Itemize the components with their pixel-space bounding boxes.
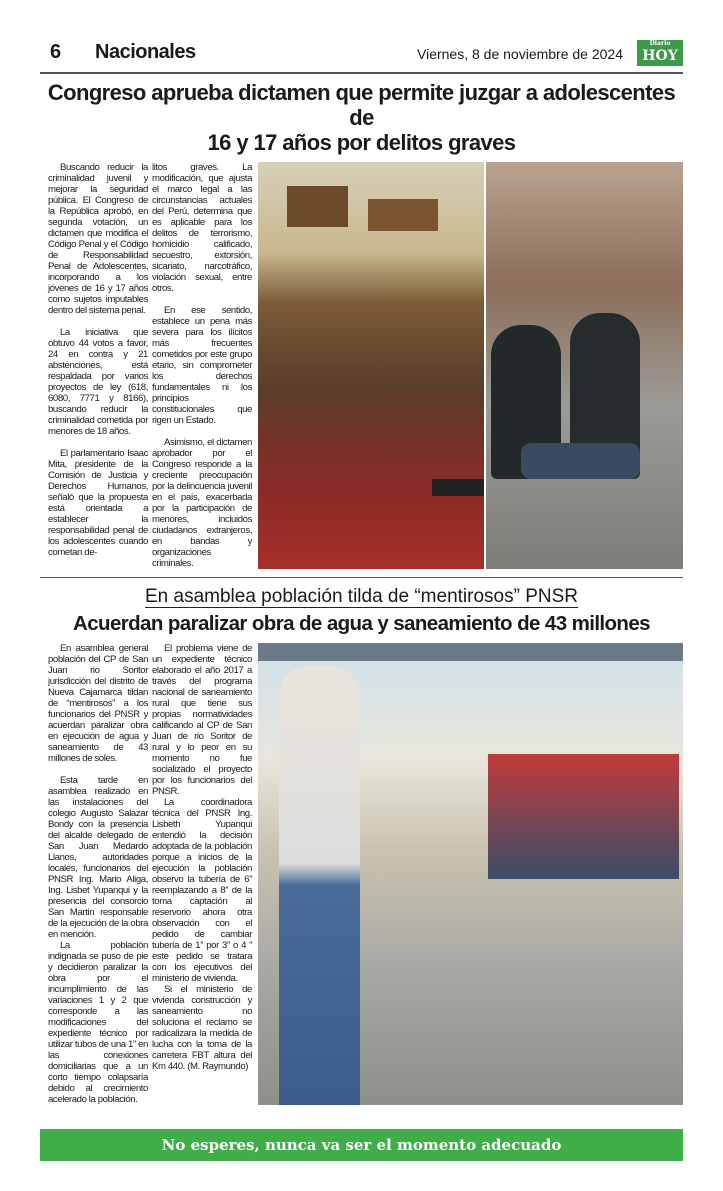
kicker-text: En asamblea población tilda de “mentirosos” PNSR bbox=[145, 586, 578, 607]
article1-headline bbox=[40, 80, 683, 155]
article2-body bbox=[40, 643, 683, 1105]
roof bbox=[258, 643, 683, 661]
logo-big: HOY bbox=[642, 48, 678, 64]
paragraph: En ese sentido, establece un pena más severa para los ilícitos más frecuentes cometidos por este grupo etario, sin comprometer los derechos fundamentales ni los principios constitucionales que rigen un Estado. bbox=[152, 305, 252, 426]
paragraph: La coordinadora técnica del PNSR Ing. Lisbeth Yupanqui entendió la decisión adoptada de la población porque a inicios de la ejecución la población observo la tubería de 6” reemplazando a 8” de la toma captación al reservorio ahora otra observación con el pedido de cambiar tubería de 1” por 3” o 4 ” este pedido se tratara con los ejecutivos del ministerio de vivienda. bbox=[152, 797, 252, 984]
paragraph: Buscando reducir la criminalidad juvenil y mejorar la seguridad pública. El Congreso de la República aprobó, en segunda votación, un dictamen que modifica el Código Penal y el Código de Responsabilidad Penal de Adolescentes, incorporando a los jóvenes de 16 y 17 años como sujetos imputables dentro del sistema penal. bbox=[48, 162, 148, 316]
paragraph: Esta tarde en asamblea realizado en las instalaciones del colegio Augusto Salazar Bondy con la presencia del alcalde delegado de San Juan Medardo Llanos, autoridades locales, funcionarios del PNSR Ing. Mario Aliga, Ing. Lisbet Yupanqui y la presencia del consorcio San Martin responsable de la ejecución de la obra en mención. bbox=[48, 775, 148, 940]
paragraph: En asamblea general población del CP de San Juan rio Soritor jurisdicción del distrito de Nueva Cajamarca tildan de “mentirosos” a los funcionarios del PNSR y acuerdan paralizar obra en ejecución de agua y saneamiento de 43 millones de soles. bbox=[48, 643, 148, 764]
paragraph: Si el ministerio de vivienda construcción y saneamiento no soluciona el reclamo se radicalizara la medida de lucha con la toma de la carretera FBT altura del Km 440. (M. Raymundo) bbox=[152, 984, 252, 1072]
police-photo bbox=[486, 162, 684, 569]
headline-line: Congreso aprueba dictamen que permite juzgar a adolescentes de bbox=[47, 80, 676, 130]
article2-col1 bbox=[48, 643, 148, 1105]
headline-line: 16 y 17 años por delitos graves bbox=[207, 130, 516, 155]
congress-photo bbox=[258, 162, 484, 569]
seated-officials bbox=[488, 754, 679, 879]
detainee bbox=[521, 443, 640, 480]
assembly-photo bbox=[258, 643, 683, 1105]
speaker bbox=[279, 666, 360, 1105]
section-title: Nacionales bbox=[95, 41, 196, 63]
paragraph: Asimismo, el dictamen aprobador por el Congreso responde a la creciente preocupación por la delincuencia juvenil en el país, exacerbada por la participación de menores, incluidos ciudadanos extranjeros, en bandas y organizaciones criminales. bbox=[152, 437, 252, 569]
footer-slogan-banner: No esperes, nunca va ser el momento adecuado bbox=[40, 1129, 683, 1161]
paragraph: La población indignada se puso de pie y decidieron paralizar la obra por el incumplimiento de las variaciones 1 y 2 que corresponde a las modificaciones del expediente técnico por utilizar tubos de una 1” en las conexiones domiciliarias que a un corto tiempo colapsaría debido al crecimiento acelerado la población. bbox=[48, 940, 148, 1105]
header-rule bbox=[40, 72, 683, 74]
section-divider bbox=[40, 577, 683, 578]
logo-small: Diario bbox=[649, 40, 671, 47]
paragraph: El problema viene de un expediente técnico elaborado el año 2017 a través del programa nacional de saneamiento rural que tiene sus propias normatividades calificando al CP de San Juan de rio Soritor de rural y lo peor en su momento no fue socializado el proyecto por los funcionarios del PNSR. bbox=[152, 643, 252, 797]
photo-caption-bar bbox=[432, 479, 484, 495]
page-number: 6 bbox=[50, 41, 62, 63]
article1-body bbox=[40, 162, 683, 569]
article1-col1 bbox=[48, 162, 148, 569]
balcony bbox=[287, 186, 348, 227]
article2-headline: Acuerdan paralizar obra de agua y saneamiento de 43 millones bbox=[73, 612, 650, 635]
issue-date: Viernes, 8 de noviembre de 2024 bbox=[417, 46, 623, 62]
article2-col2 bbox=[152, 643, 252, 1105]
masthead bbox=[40, 0, 683, 72]
paragraph: La iniciativa que obtuvo 44 votos a favor, 24 en contra y 21 abstenciones, está respaldada por varios proyectos de ley (618, 6080, 7771 y 8166), buscando reducir la criminalidad cometida por menores de 18 años. bbox=[48, 327, 148, 437]
balcony bbox=[368, 199, 438, 232]
article1-col2 bbox=[152, 162, 252, 569]
article2-kicker bbox=[40, 586, 683, 608]
paragraph: El parlamentario Isaac Mita, presidente de la Comisión de Justicia y Derechos Humanos, señaló que la propuesta está orientada a establecer la responsabilidad penal de los adolescentes cuando cometan de- bbox=[48, 448, 148, 558]
newspaper-logo bbox=[637, 40, 683, 66]
paragraph: litos graves. La modificación, que ajusta el marco legal a las circunstancias actuales del Perú, determina que es aplicable para los delitos de terrorismo, homicidio calificado, secuestro, extorsión, sicariato, narcotráfico, violación sexual, entre otros. bbox=[152, 162, 252, 294]
